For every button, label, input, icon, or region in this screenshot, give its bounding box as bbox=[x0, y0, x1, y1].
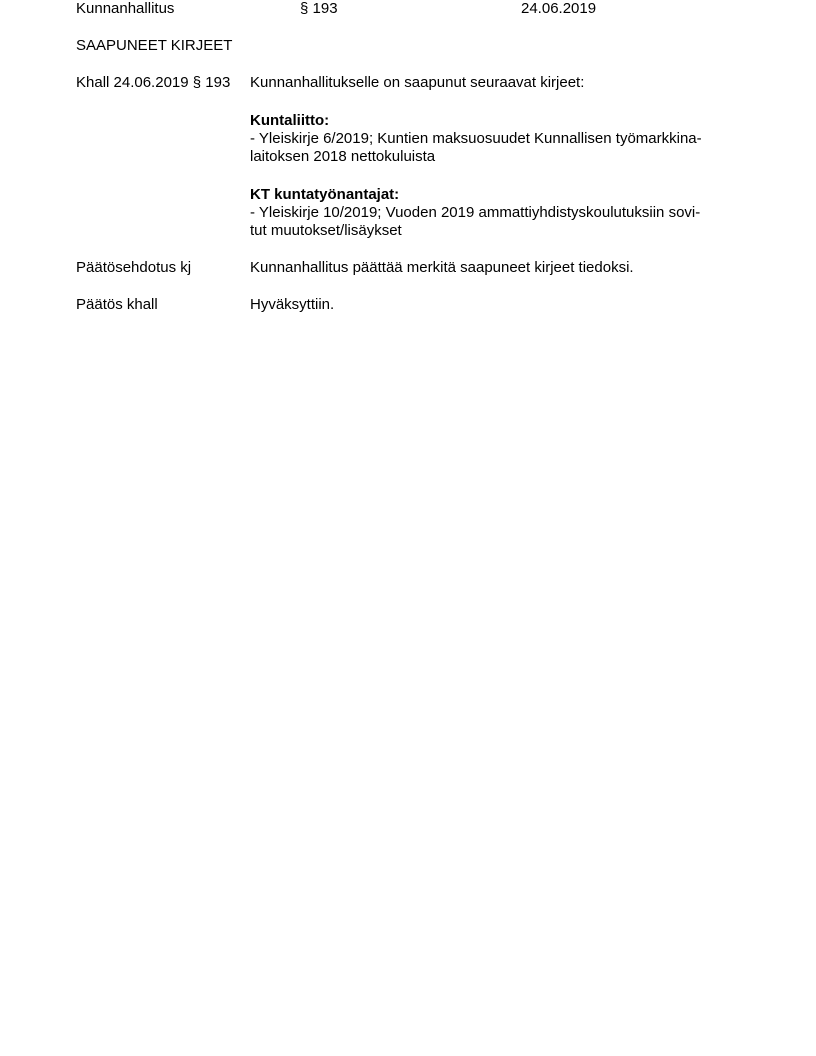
proposal-label: Päätösehdotus kj bbox=[76, 259, 192, 276]
proposal-text: Kunnanhallitus päättää merkitä saapuneet kirjeet tiedoksi. bbox=[250, 259, 634, 276]
decision-label: Päätös khall bbox=[76, 296, 158, 313]
letter-line: laitoksen 2018 nettokuluista bbox=[250, 148, 436, 165]
letter-block-kuntaliitto bbox=[250, 112, 740, 166]
letter-line: tut muutokset/lisäykset bbox=[250, 222, 402, 239]
header-date: 24.06.2019 bbox=[521, 0, 597, 17]
section-title: SAAPUNEET KIRJEET bbox=[76, 37, 233, 54]
header-body-name: Kunnanhallitus bbox=[76, 0, 175, 17]
intro-text: Kunnanhallitukselle on saapunut seuraavat kirjeet: bbox=[250, 74, 585, 91]
letter-block-kt-kuntatyonantajat bbox=[250, 186, 740, 240]
letter-sender: Kuntaliitto: bbox=[250, 112, 330, 129]
header-paragraph-number: § 193 bbox=[300, 0, 338, 17]
decision-text: Hyväksyttiin. bbox=[250, 296, 335, 313]
letter-sender: KT kuntatyönantajat: bbox=[250, 186, 400, 203]
letter-line: - Yleiskirje 10/2019; Vuoden 2019 ammattiyhdistyskoulutuksiin sovi- bbox=[250, 204, 701, 221]
intro-label: Khall 24.06.2019 § 193 bbox=[76, 74, 231, 91]
letter-line: - Yleiskirje 6/2019; Kuntien maksuosuudet Kunnallisen työmarkkina- bbox=[250, 130, 702, 147]
